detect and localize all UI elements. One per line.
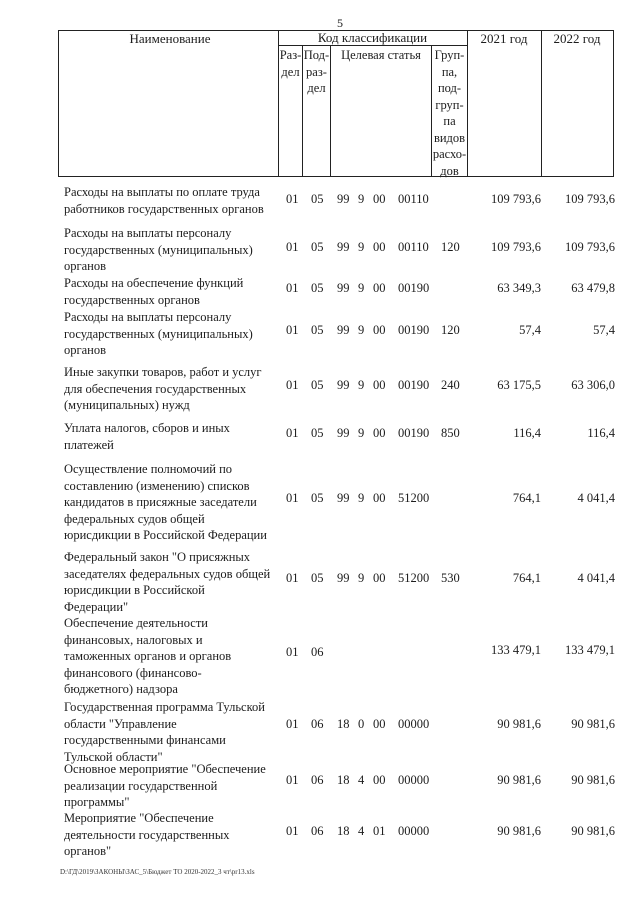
page-number: 5 [337, 16, 343, 30]
row-name [64, 615, 286, 698]
row-target-program: 18 [337, 773, 350, 787]
row-section: 01 [286, 571, 299, 585]
header-section-line: Раз- [279, 48, 302, 62]
row-name-line: заседателях федеральных судов общей [64, 566, 271, 581]
row-value-2022: 109 793,6 [565, 240, 615, 254]
row-expense-type: 530 [441, 571, 460, 585]
header-year-2022: 2022 год [553, 31, 601, 46]
footer-file-path: D:\ГД\2019\ЗАКОНЫ\ЗАС_5\Бюджет ТО 2020-2022_3 чт\pr13.xls [60, 868, 255, 876]
row-value-2022: 90 981,6 [571, 717, 615, 731]
row-name-line: государственных органов [64, 292, 200, 307]
row-target-subprogram: 4 [358, 824, 365, 838]
row-name-line: (муниципальных) нужд [64, 398, 190, 412]
header-group [432, 47, 467, 179]
row-name-line: государственных (муниципальных) [64, 326, 253, 341]
header-subsection-line: дел [307, 81, 326, 95]
row-name-line: Федерации" [64, 599, 129, 614]
row-target-direction: 00190 [398, 281, 430, 295]
row-expense-type: 120 [441, 323, 460, 337]
row-target-event: 01 [373, 824, 386, 838]
row-name [64, 699, 286, 765]
header-subsection-line: Под- [303, 48, 330, 62]
row-value-2022: 4 041,4 [577, 571, 615, 585]
row-subsection: 06 [311, 773, 324, 787]
header-sep-classification [278, 45, 467, 46]
row-value-2021: 764,1 [512, 491, 541, 505]
row-target-subprogram: 9 [358, 281, 365, 295]
header-left-border [58, 30, 59, 176]
header-year-2021: 2021 год [480, 31, 528, 46]
row-name-line: Расходы на выплаты персоналу [64, 226, 232, 240]
row-value-2022: 133 479,1 [565, 643, 615, 657]
row-target-direction: 00000 [398, 773, 430, 787]
row-section: 01 [286, 378, 299, 392]
row-name-line: Федеральный закон "О присяжных [64, 550, 251, 564]
row-section: 01 [286, 773, 299, 787]
row-subsection: 05 [311, 192, 324, 206]
row-name-line: Иные закупки товаров, работ и услуг [64, 365, 262, 379]
row-section: 01 [286, 426, 299, 440]
header-group-line: па, [441, 64, 458, 79]
header-name: Наименование [129, 31, 211, 46]
row-value-2021: 57,4 [519, 323, 541, 337]
row-target-direction: 00000 [398, 717, 430, 731]
header-group-line: видов [433, 130, 466, 145]
header-group-line: под- [437, 81, 462, 95]
row-name-line: Расходы на выплаты персоналу [64, 310, 232, 324]
row-name-line: Тульской области" [64, 749, 163, 764]
header-group-line: дов [440, 163, 459, 178]
row-section: 01 [286, 192, 299, 206]
header-group-line: Груп- [434, 48, 465, 62]
row-value-2022: 90 981,6 [571, 773, 615, 787]
row-target-program: 99 [337, 378, 350, 392]
row-section: 01 [286, 645, 299, 659]
header-subsection-line: раз- [306, 64, 327, 79]
header-sep-codes [467, 30, 468, 176]
row-subsection: 05 [311, 426, 324, 440]
header-sep-years [541, 30, 542, 176]
row-target-event: 00 [373, 281, 386, 295]
header-group-line: груп- [435, 97, 464, 112]
row-name [64, 275, 286, 308]
row-value-2022: 90 981,6 [571, 824, 615, 838]
row-name-line: Осуществление полномочий по [64, 462, 233, 476]
header-sep-subsection [330, 45, 331, 176]
row-name [64, 461, 286, 544]
row-name-line: Государственная программа Тульской [64, 700, 265, 714]
row-target-direction: 00190 [398, 323, 430, 337]
row-target-event: 00 [373, 571, 386, 585]
row-target-program: 99 [337, 426, 350, 440]
row-value-2022: 109 793,6 [565, 192, 615, 206]
row-expense-type: 120 [441, 240, 460, 254]
row-name-line: Основное мероприятие "Обеспечение [64, 762, 266, 776]
header-section [279, 47, 302, 80]
row-target-subprogram: 9 [358, 491, 365, 505]
header-bottom-border [58, 176, 614, 177]
header-classification: Код классификации [317, 30, 428, 45]
header-group-line: па [443, 114, 456, 128]
row-target-direction: 51200 [398, 571, 430, 585]
row-value-2022: 116,4 [587, 426, 615, 440]
row-expense-type: 240 [441, 378, 460, 392]
row-target-program: 18 [337, 717, 350, 731]
row-name-line: реализации государственной [64, 778, 218, 793]
row-target-direction: 00190 [398, 426, 430, 440]
row-section: 01 [286, 240, 299, 254]
row-name-line: Расходы на выплаты по оплате труда [64, 185, 260, 199]
row-name-line: государственных (муниципальных) [64, 242, 253, 257]
row-name-line: органов [64, 343, 107, 357]
row-name-line: кандидатов в присяжные заседатели [64, 495, 257, 509]
row-expense-type: 850 [441, 426, 460, 440]
row-name-line: области "Управление [64, 716, 177, 731]
row-section: 01 [286, 281, 299, 295]
row-target-program: 99 [337, 281, 350, 295]
row-name [64, 225, 286, 275]
row-name [64, 549, 286, 615]
row-subsection: 05 [311, 571, 324, 585]
row-value-2021: 90 981,6 [497, 773, 541, 787]
row-name-line: юрисдикции в Российской [64, 583, 205, 597]
header-group-line: расхо- [432, 147, 467, 161]
row-target-event: 00 [373, 491, 386, 505]
row-target-event: 00 [373, 240, 386, 254]
row-name-line: Уплата налогов, сборов и иных [64, 421, 230, 435]
header-section-line: дел [281, 64, 300, 79]
row-name [64, 810, 286, 860]
row-target-subprogram: 9 [358, 323, 365, 337]
row-name-line: органов" [64, 844, 112, 858]
row-target-event: 00 [373, 773, 386, 787]
row-name-line: для обеспечения государственных [64, 381, 247, 396]
row-value-2022: 63 479,8 [571, 281, 615, 295]
header-target-article: Целевая статья [341, 48, 421, 62]
row-value-2022: 63 306,0 [571, 378, 615, 392]
row-target-direction: 00110 [398, 240, 429, 254]
row-value-2022: 57,4 [593, 323, 615, 337]
row-name-line: государственными финансами [64, 733, 226, 747]
row-name-line: платежей [64, 437, 114, 452]
row-target-direction: 51200 [398, 491, 430, 505]
row-value-2021: 63 175,5 [497, 378, 541, 392]
row-value-2021: 63 349,3 [497, 281, 541, 295]
row-target-event: 00 [373, 378, 386, 392]
row-target-program: 18 [337, 824, 350, 838]
row-subsection: 05 [311, 378, 324, 392]
row-name-line: Обеспечение деятельности [64, 616, 209, 630]
row-name [64, 761, 286, 811]
row-target-subprogram: 4 [358, 773, 365, 787]
row-section: 01 [286, 323, 299, 337]
row-name [64, 184, 286, 217]
row-target-event: 00 [373, 192, 386, 206]
row-name-line: таможенных органов и органов [64, 649, 232, 663]
row-target-direction: 00110 [398, 192, 429, 206]
row-target-subprogram: 9 [358, 378, 365, 392]
row-name [64, 420, 286, 453]
row-target-event: 00 [373, 323, 386, 337]
row-name-line: бюджетного) надзора [64, 682, 178, 696]
row-name-line: федеральных судов общей [64, 511, 205, 526]
row-subsection: 05 [311, 240, 324, 254]
row-subsection: 06 [311, 824, 324, 838]
row-value-2021: 116,4 [513, 426, 541, 440]
row-value-2021: 109 793,6 [491, 192, 541, 206]
row-value-2021: 133 479,1 [491, 643, 541, 657]
row-section: 01 [286, 491, 299, 505]
row-subsection: 06 [311, 645, 324, 659]
row-value-2021: 90 981,6 [497, 824, 541, 838]
row-name-line: деятельности государственных [64, 827, 230, 842]
row-subsection: 05 [311, 323, 324, 337]
header-right-border [613, 30, 614, 176]
row-target-program: 99 [337, 192, 350, 206]
row-target-subprogram: 9 [358, 426, 365, 440]
row-name [64, 309, 286, 359]
row-name-line: финансового (финансово- [64, 665, 202, 680]
row-name-line: составлению (изменению) списков [64, 478, 250, 493]
row-target-subprogram: 9 [358, 571, 365, 585]
row-section: 01 [286, 824, 299, 838]
row-name-line: Расходы на обеспечение функций [64, 276, 244, 290]
row-target-subprogram: 9 [358, 240, 365, 254]
row-target-direction: 00000 [398, 824, 430, 838]
row-target-program: 99 [337, 491, 350, 505]
row-target-program: 99 [337, 571, 350, 585]
row-target-event: 00 [373, 426, 386, 440]
row-value-2021: 109 793,6 [491, 240, 541, 254]
row-name-line: программы" [64, 795, 130, 809]
row-section: 01 [286, 717, 299, 731]
row-target-program: 99 [337, 323, 350, 337]
row-value-2021: 90 981,6 [497, 717, 541, 731]
row-subsection: 05 [311, 281, 324, 295]
row-value-2021: 764,1 [512, 571, 541, 585]
row-subsection: 05 [311, 491, 324, 505]
row-name-line: органов [64, 259, 107, 273]
row-target-subprogram: 9 [358, 192, 365, 206]
row-name-line: Мероприятие "Обеспечение [64, 811, 214, 825]
header-subsection [303, 47, 330, 97]
row-target-program: 99 [337, 240, 350, 254]
row-name-line: работников государственных органов [64, 201, 264, 216]
row-subsection: 06 [311, 717, 324, 731]
row-name-line: юрисдикции в Российской Федерации [64, 528, 267, 542]
row-target-subprogram: 0 [358, 717, 365, 731]
row-value-2022: 4 041,4 [577, 491, 615, 505]
row-name-line: финансовых, налоговых и [64, 632, 203, 647]
row-target-event: 00 [373, 717, 386, 731]
row-target-direction: 00190 [398, 378, 430, 392]
row-name [64, 364, 286, 414]
